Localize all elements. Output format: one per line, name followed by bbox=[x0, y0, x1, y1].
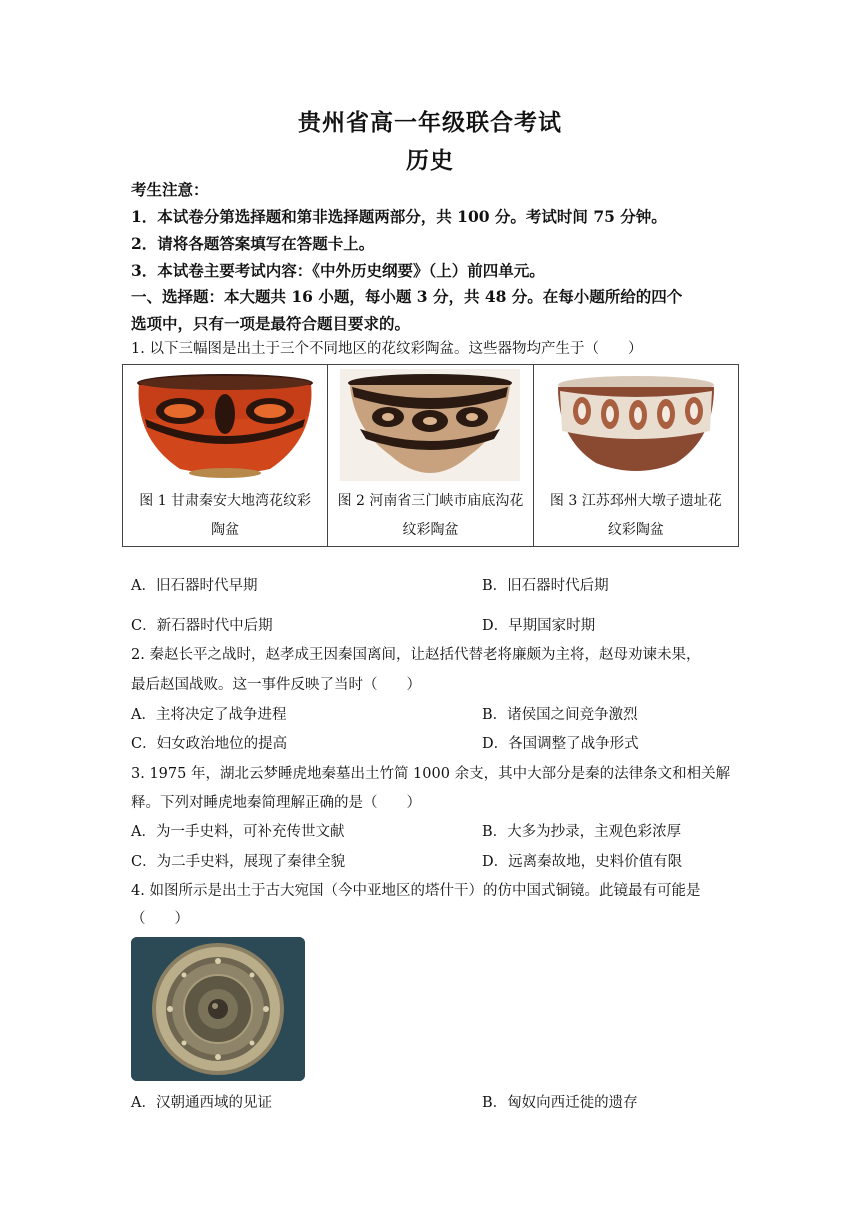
figure-1-caption bbox=[123, 487, 327, 545]
notice-heading: 考生注意： bbox=[131, 180, 209, 199]
figure-cell-1 bbox=[123, 365, 328, 547]
figure-table bbox=[122, 364, 739, 547]
figure-2-caption bbox=[328, 487, 532, 545]
q2-option-a: A．主将决定了战争进程 bbox=[131, 707, 287, 723]
painted-pot-3-image bbox=[546, 369, 726, 481]
q4-option-a: A．汉朝通西域的见证 bbox=[131, 1095, 272, 1111]
painted-pot-1-image bbox=[125, 369, 325, 481]
question-3-stem-line2: 释。下列对睡虎地秦简理解正确的是（ ） bbox=[131, 795, 421, 811]
q2-option-b: B．诸侯国之间竞争激烈 bbox=[482, 707, 638, 723]
section-heading-line2: 选项中，只有一项是最符合题目要求的。 bbox=[131, 314, 411, 333]
exam-title: 贵州省高一年级联合考试 bbox=[298, 109, 562, 136]
figure-2-caption-line1: 图 2 河南省三门峡市庙底沟花 bbox=[337, 493, 524, 509]
painted-pot-2-image bbox=[340, 369, 520, 481]
q2-option-d: D．各国调整了战争形式 bbox=[482, 736, 639, 752]
q1-option-d: D．早期国家时期 bbox=[482, 618, 596, 634]
q3-option-d: D．远离秦故地，史料价值有限 bbox=[482, 854, 683, 870]
q1-option-c: C．新石器时代中后期 bbox=[131, 618, 273, 634]
question-1-stem: 1. 以下三幅图是出土于三个不同地区的花纹彩陶盆。这些器物均产生于（ ） bbox=[131, 341, 643, 357]
question-4-stem-line1: 4. 如图所示是出土于古大宛国（今中亚地区的塔什干）的仿中国式铜镜。此镜最有可能是 bbox=[131, 883, 701, 899]
notice-item-2: 2．请将各题答案填写在答题卡上。 bbox=[131, 234, 375, 253]
figure-1-caption-line1: 图 1 甘肃秦安大地湾花纹彩 bbox=[139, 493, 312, 509]
notice-item-1: 1．本试卷分第选择题和第非选择题两部分，共 100 分。考试时间 75 分钟。 bbox=[131, 207, 667, 226]
q4-option-b: B．匈奴向西迁徙的遗存 bbox=[482, 1095, 638, 1111]
section-heading-line1: 一、选择题：本大题共 16 小题，每小题 3 分，共 48 分。在每小题所给的四个 bbox=[131, 287, 683, 306]
figure-3-caption bbox=[534, 487, 738, 545]
bronze-mirror-drawing bbox=[131, 937, 305, 1081]
q3-option-c: C．为二手史料，展现了秦律全貌 bbox=[131, 854, 346, 870]
q1-option-b: B．旧石器时代后期 bbox=[482, 578, 609, 594]
q1-option-a: A．旧石器时代早期 bbox=[131, 578, 258, 594]
question-3-stem-line1: 3. 1975 年，湖北云梦睡虎地秦墓出土竹简 1000 余支，其中大部分是秦的法律条文和相关解 bbox=[131, 766, 731, 782]
subject-title: 历史 bbox=[406, 147, 454, 174]
figure-cell-3 bbox=[533, 365, 738, 547]
figure-cell-2 bbox=[328, 365, 533, 547]
question-2-stem-line1: 2. 秦赵长平之战时，赵孝成王因秦国离间，让赵括代替老将廉颇为主将，赵母劝谏未果， bbox=[131, 647, 701, 663]
figure-2-caption-line2: 纹彩陶盆 bbox=[402, 522, 459, 538]
question-4-stem-line2: （ ） bbox=[131, 911, 189, 927]
q3-option-b: B．大多为抄录，主观色彩浓厚 bbox=[482, 824, 682, 840]
figure-1-caption-line2: 陶盆 bbox=[211, 522, 240, 538]
notice-item-3: 3．本试卷主要考试内容：《中外历史纲要》（上）前四单元。 bbox=[131, 261, 545, 280]
figure-3-caption-line2: 纹彩陶盆 bbox=[607, 522, 664, 538]
q3-option-a: A．为一手史料，可补充传世文献 bbox=[131, 824, 345, 840]
figure-3-caption-line1: 图 3 江苏邳州大墩子遗址花 bbox=[549, 493, 722, 509]
q2-option-c: C．妇女政治地位的提高 bbox=[131, 736, 288, 752]
bronze-mirror-image bbox=[131, 937, 305, 1081]
question-2-stem-line2: 最后赵国战败。这一事件反映了当时（ ） bbox=[131, 677, 421, 693]
